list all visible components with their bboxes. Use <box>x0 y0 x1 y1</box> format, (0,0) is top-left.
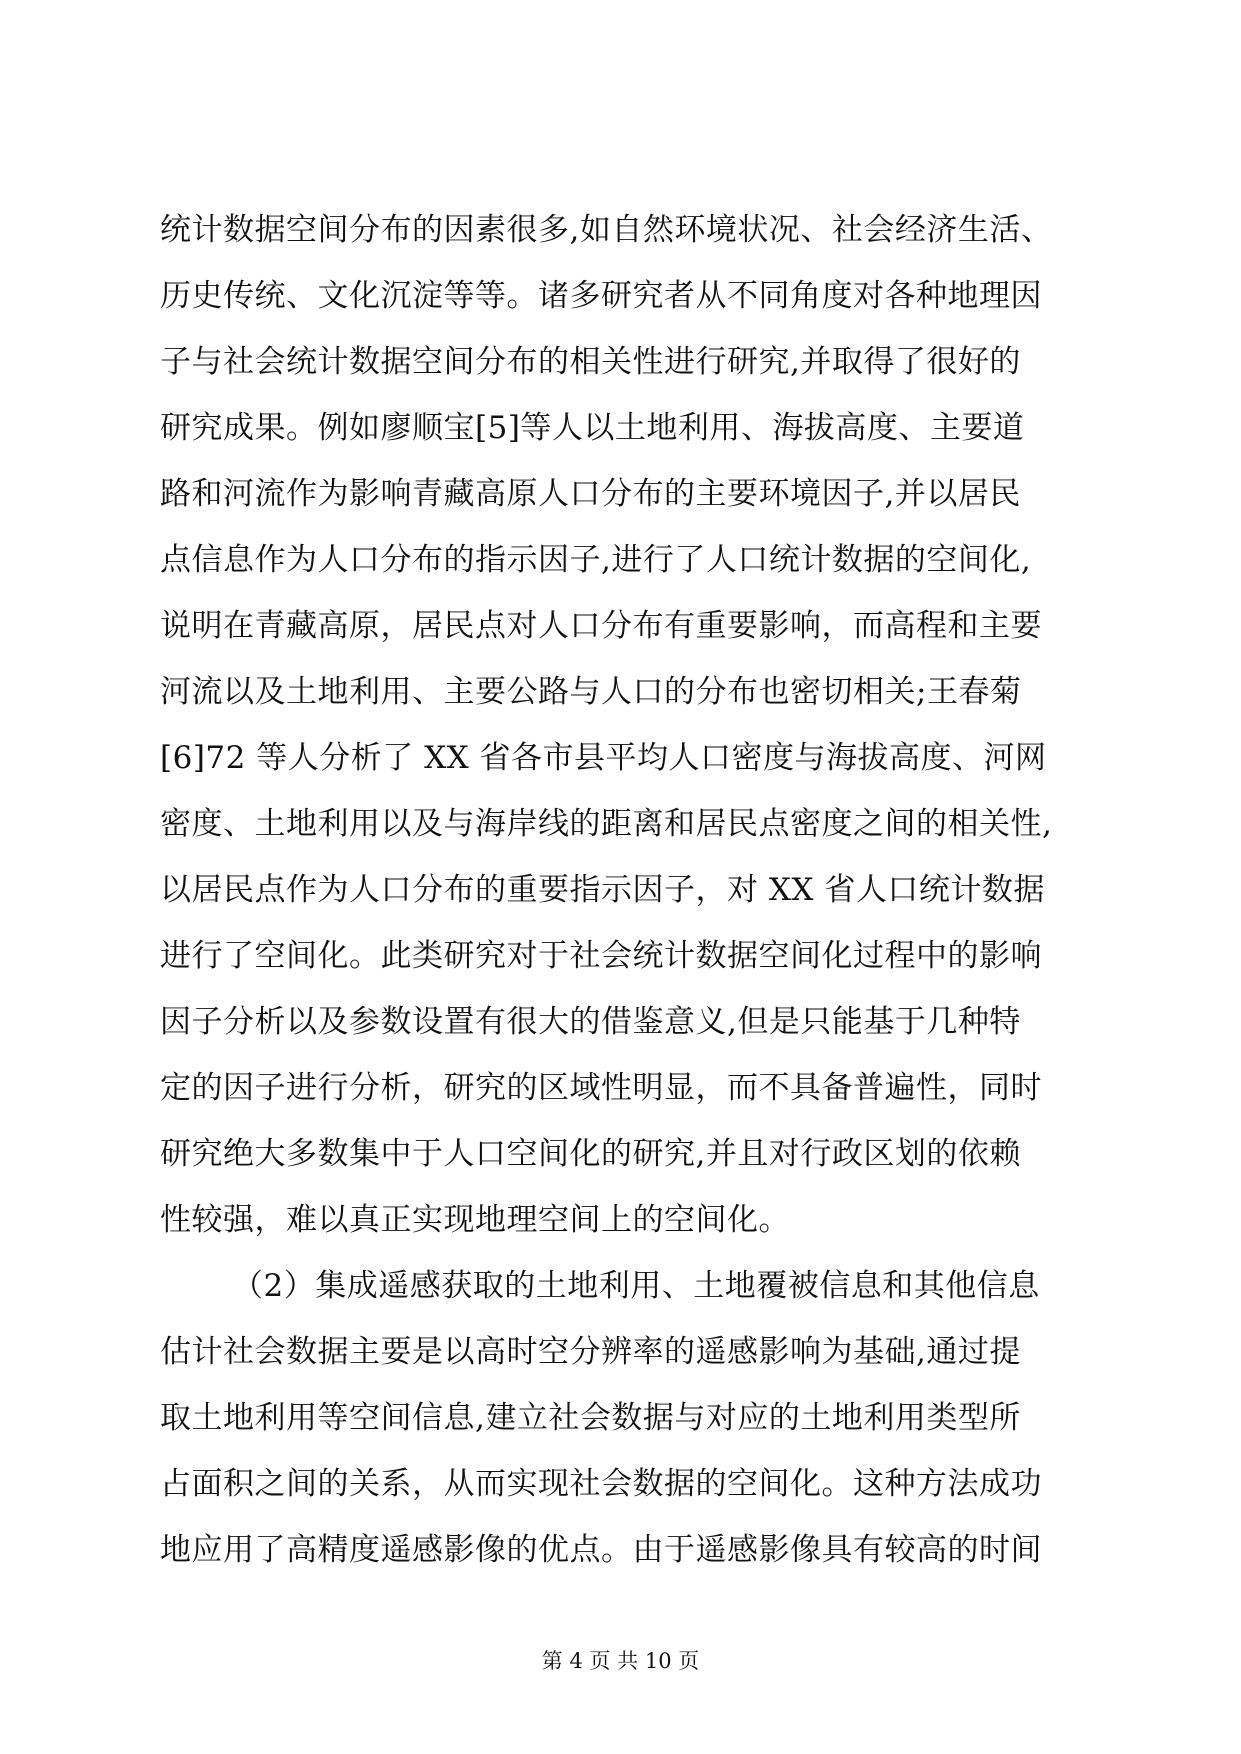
body-line: 研究绝大多数集中于人口空间化的研究,并且对行政区划的依赖 <box>160 1136 1021 1172</box>
body-line: 密度、土地利用以及与海岸线的距离和居民点密度之间的相关性, <box>160 806 1053 842</box>
body-line: 河流以及土地利用、主要公路与人口的分布也密切相关;王春菊 <box>160 674 1022 710</box>
body-line: 统计数据空间分布的因素很多,如自然环境状况、社会经济生活、 <box>160 212 1053 248</box>
body-line: 估计社会数据主要是以高时空分辨率的遥感影响为基础,通过提 <box>160 1334 1021 1370</box>
body-line: 地应用了高精度遥感影像的优点。由于遥感影像具有较高的时间 <box>160 1532 1042 1568</box>
body-line: 因子分析以及参数设置有很大的借鉴意义,但是只能基于几种特 <box>160 1004 1021 1040</box>
body-line: 性较强，难以真正实现地理空间上的空间化。 <box>160 1202 790 1238</box>
body-line: 进行了空间化。此类研究对于社会统计数据空间化过程中的影响 <box>160 938 1042 974</box>
page-footer: 第 4 页 共 10 页 <box>541 1649 700 1673</box>
body-line: 占面积之间的关系，从而实现社会数据的空间化。这种方法成功 <box>160 1466 1042 1502</box>
body-line: 研究成果。例如廖顺宝[5]等人以土地利用、海拔高度、主要道 <box>160 410 1025 446</box>
body-line: 以居民点作为人口分布的重要指示因子，对 XX 省人口统计数据 <box>160 872 1045 908</box>
body-line: 路和河流作为影响青藏高原人口分布的主要环境因子,并以居民 <box>160 476 1021 512</box>
body-line: 历史传统、文化沉淀等等。诸多研究者从不同角度对各种地理因 <box>160 278 1042 314</box>
body-line: [6]72 等人分析了 XX 省各市县平均人口密度与海拔高度、河网 <box>160 740 1047 776</box>
body-line: 子与社会统计数据空间分布的相关性进行研究,并取得了很好的 <box>160 344 1021 380</box>
paragraph-start-line: （2）集成遥感获取的土地利用、土地覆被信息和其他信息 <box>232 1268 1040 1304</box>
body-line: 取土地利用等空间信息,建立社会数据与对应的土地利用类型所 <box>160 1400 1021 1436</box>
body-line: 点信息作为人口分布的指示因子,进行了人口统计数据的空间化, <box>160 542 1032 578</box>
body-line: 定的因子进行分析，研究的区域性明显，而不具备普遍性，同时 <box>160 1070 1042 1106</box>
body-line: 说明在青藏高原，居民点对人口分布有重要影响，而高程和主要 <box>160 608 1042 644</box>
